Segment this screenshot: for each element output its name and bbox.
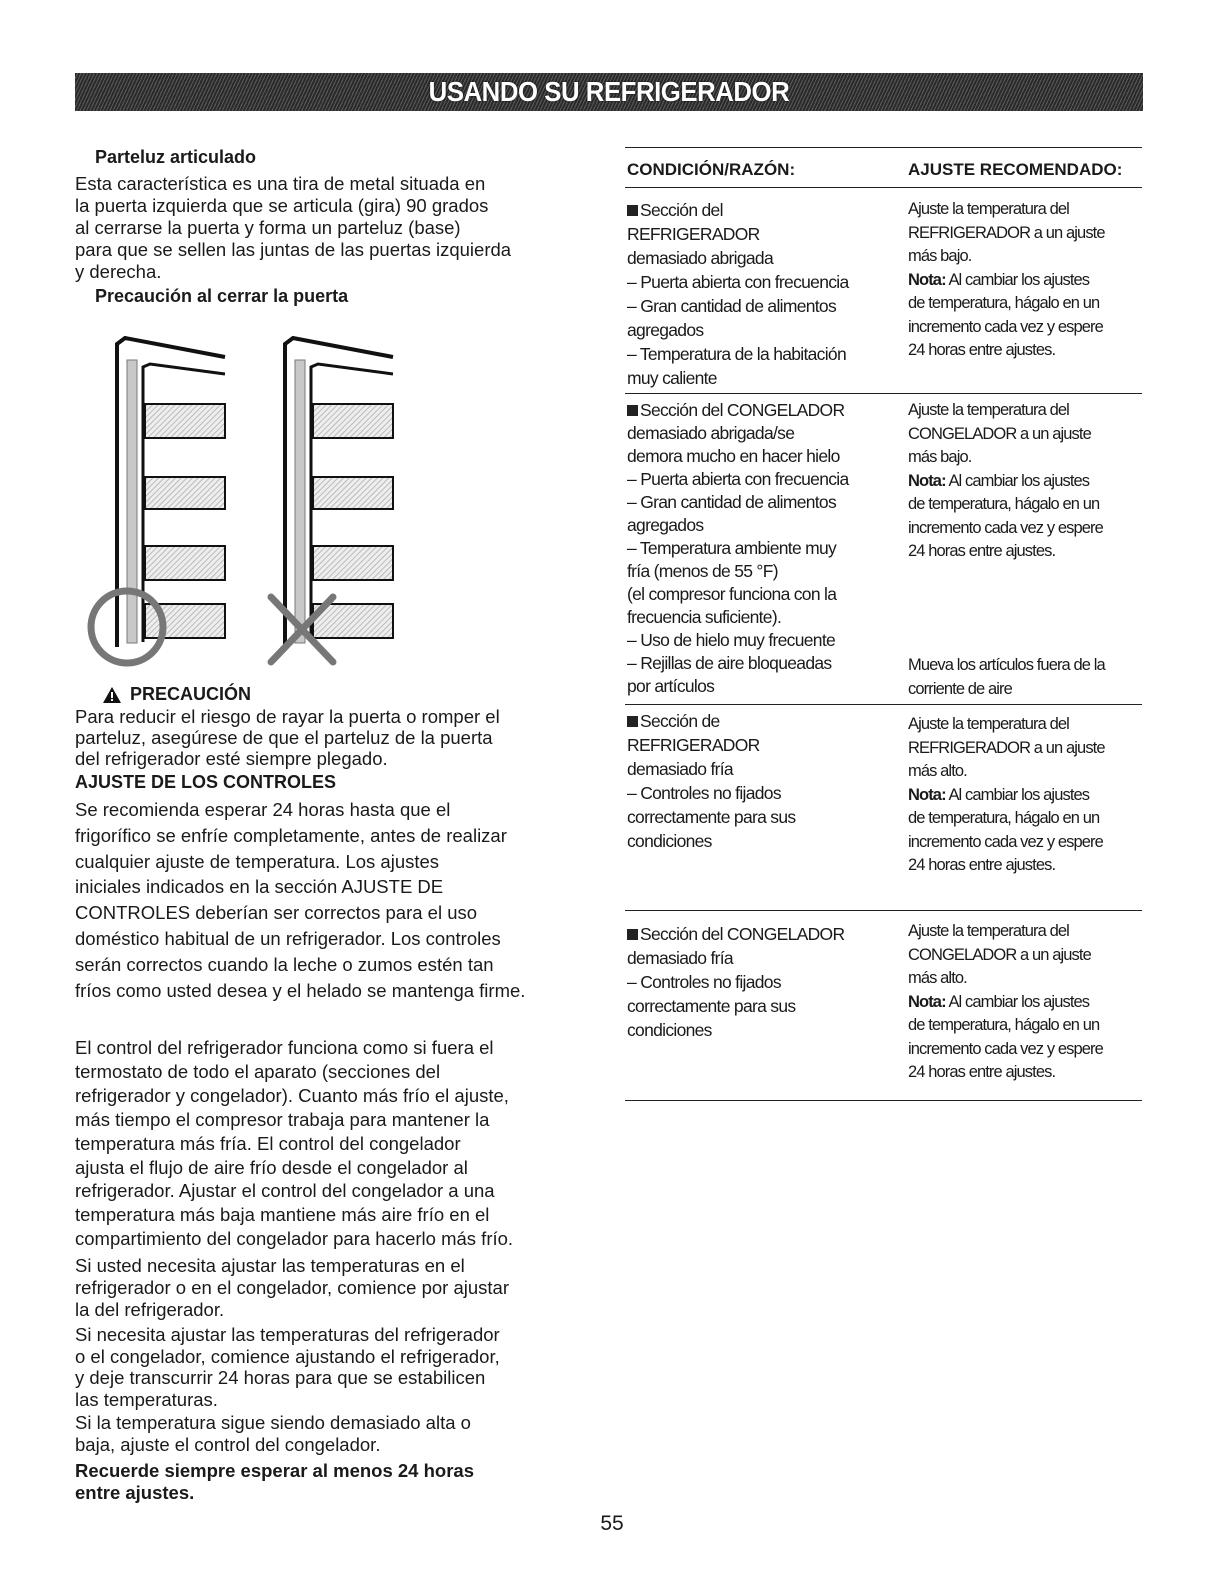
bullet-icon: [627, 929, 638, 940]
caution-heading: PRECAUCIÓN: [102, 684, 251, 705]
paragraph-control-function: El control del refrigerador funciona como si fuera el termostato de todo el aparato (secciones del refrigerador y congelador). Cuanto más frío el ajuste, más tiempo el compresor trabaja para mantener la temperatura más fría. El control del congelador ajusta el flujo de aire frío desde el congelador al refrigerador. Ajustar el control del congelador a una temperatura más baja mantiene más aire frío en el compartimiento del congelador para hacerlo más frío.: [75, 1037, 514, 1250]
parteluz-description: Esta característica es una tira de metal situada en la puerta izquierda que se articula (gira) 90 grados al cerrarse la puerta y forma un parteluz (base) para que se sellen las juntas de las puertas izquierda y derecha.: [75, 173, 512, 282]
column-header-adjustment: AJUSTE RECOMENDADO:: [908, 160, 1123, 179]
column-header-condition: CONDICIÓN/RAZÓN:: [627, 160, 796, 179]
paragraph-wait-24h: Si necesita ajustar las temperaturas del refrigerador o el congelador, comience ajustando el refrigerador, y deje transcurrir 24 horas para que se estabilicen las temperaturas.: [75, 1324, 500, 1410]
note-label: Nota:: [908, 992, 946, 1011]
extra-adjust-text: Mueva los artículos fuera de la corriente de aire: [908, 656, 1105, 698]
paragraph-recommend-wait: Se recomienda esperar 24 horas hasta que el frigorífico se enfríe completamente, antes de realizar cualquier ajuste de temperatura. Los ajustes iniciales indicados en la sección AJUSTE DE CONTROLES deberían ser correctos para el uso doméstico habitual de un refrigerador. Los controles serán correctos cuando la leche o zumos estén tan fríos como usted desea y el helado se mantenga firme.: [75, 799, 526, 1001]
page-number: 55: [600, 1512, 624, 1535]
page-title: USANDO SU REFRIGERADOR: [428, 76, 790, 107]
bullet-icon: [627, 716, 638, 727]
bullet-icon: [627, 205, 638, 216]
paragraph-adjust-freezer: Si la temperatura sigue siendo demasiado alta o baja, ajuste el control del congelador.: [75, 1412, 471, 1455]
note-text: Al cambiar los ajustes de temperatura, hágalo en un incremento cada vez y espere 24 horas entre ajustes.: [908, 785, 1103, 874]
adjust-text: Ajuste la temperatura del CONGELADOR a un ajuste más alto.: [908, 922, 1091, 987]
condition-text: Sección del REFRIGERADOR demasiado abrigada – Puerta abierta con frecuencia – Gran cantidad de alimentos agregados – Temperatura de la habitación muy caliente: [627, 200, 849, 388]
door-incorrect: [271, 338, 393, 662]
row-divider: [625, 910, 1142, 911]
adjust-text: Ajuste la temperatura del REFRIGERADOR a un ajuste más alto.: [908, 715, 1105, 780]
door-correct: [91, 338, 225, 663]
section-title-ajuste-controles: AJUSTE DE LOS CONTROLES: [75, 772, 337, 792]
condition-text: Sección del CONGELADOR demasiado fría – Controles no fijados correctamente para sus condiciones: [627, 924, 845, 1040]
adjust-text: Ajuste la temperatura del REFRIGERADOR a un ajuste más bajo.: [908, 200, 1105, 265]
door-mullion-illustration: [75, 312, 395, 672]
reminder-bold: Recuerde siempre esperar al menos 24 horas entre ajustes.: [75, 1460, 474, 1503]
table-rule-top: [625, 147, 1142, 148]
condition-text: Sección del CONGELADOR demasiado abrigada/se demora mucho en hacer hielo – Puerta abierta con frecuencia – Gran cantidad de alimentos agregados – Temperatura ambiente muy fría (menos de 55 °F) (el compresor funciona con la frecuencia suficiente). – Uso de hielo muy frecuente – Rejillas de aire bloqueadas por artículos: [627, 400, 849, 696]
adjust-text: Ajuste la temperatura del CONGELADOR a un ajuste más bajo.: [908, 401, 1091, 466]
table-rule-bottom: [625, 1100, 1142, 1101]
note-label: Nota:: [908, 270, 946, 289]
paragraph-adjust-fridge-first: Si usted necesita ajustar las temperaturas en el refrigerador o en el congelador, comience por ajustar la del refrigerador.: [75, 1255, 509, 1320]
row-divider: [625, 704, 1142, 705]
warning-icon: [102, 686, 122, 704]
note-text: Al cambiar los ajustes de temperatura, hágalo en un incremento cada vez y espere 24 horas entre ajustes.: [908, 270, 1103, 359]
row-divider: [625, 393, 1142, 394]
section-title-parteluz: Parteluz articulado: [95, 147, 257, 167]
note-text: Al cambiar los ajustes de temperatura, hágalo en un incremento cada vez y espere 24 horas entre ajustes.: [908, 992, 1103, 1081]
note-label: Nota:: [908, 785, 946, 804]
note-text: Al cambiar los ajustes de temperatura, hágalo en un incremento cada vez y espere 24 horas entre ajustes.: [908, 471, 1103, 560]
section-banner: [75, 73, 1143, 111]
condition-text: Sección de REFRIGERADOR demasiado fría – Controles no fijados correctamente para sus condiciones: [627, 711, 796, 851]
note-label: Nota:: [908, 471, 946, 490]
caution-text: Para reducir el riesgo de rayar la puerta o romper el parteluz, asegúrese de que el parteluz de la puerta del refrigerador esté siempre plegado.: [75, 706, 500, 769]
bullet-icon: [627, 405, 638, 416]
table-rule-header: [625, 187, 1142, 188]
section-title-precaucion-puerta: Precaución al cerrar la puerta: [95, 286, 349, 306]
